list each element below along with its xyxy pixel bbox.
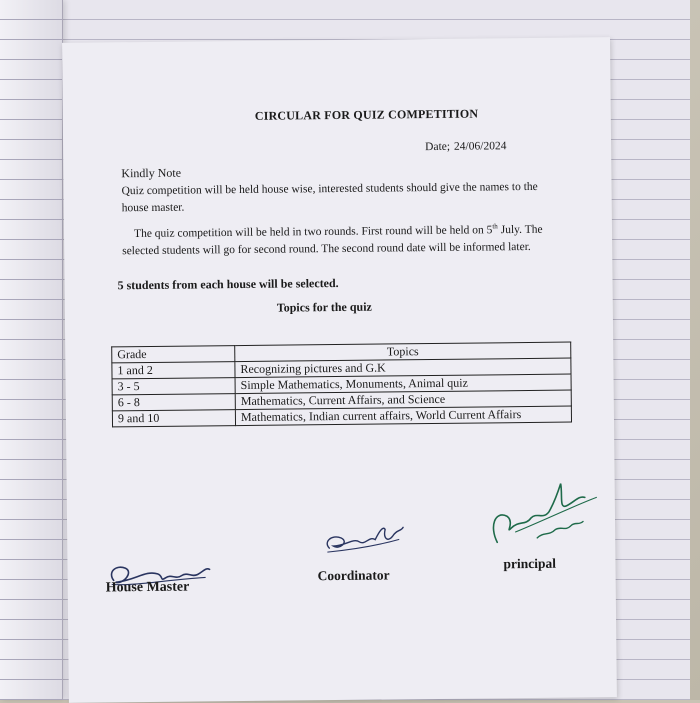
topics-table: [111, 342, 572, 428]
cell-topics: Simple Mathematics, Monuments, Animal quiz: [235, 374, 571, 394]
header-grade: Grade: [112, 346, 235, 363]
principal-signature: [485, 475, 606, 556]
date-label: Date;: [425, 140, 451, 154]
cell-grade: 3 - 5: [112, 378, 235, 395]
salutation: Kindly Note: [121, 165, 182, 181]
selection-note: 5 students from each house will be selected.: [117, 275, 339, 293]
table-row: [112, 406, 571, 427]
cell-grade: 9 and 10: [112, 410, 235, 427]
circular-title: CIRCULAR FOR QUIZ COMPETITION: [254, 106, 479, 123]
principal-label: principal: [503, 555, 557, 572]
topics-heading: Topics for the quiz: [276, 299, 372, 315]
cell-topics: Mathematics, Indian current affairs, World Current Affairs: [235, 406, 571, 426]
paragraph-rounds: [122, 218, 552, 260]
paragraph-house-wise: Quiz competition will be held house wise, interested students should give the names to the house master.: [121, 180, 538, 215]
coordinator-signature: [319, 515, 409, 556]
coordinator-label: Coordinator: [317, 567, 390, 584]
notebook-left-page-edge: [0, 0, 63, 700]
circular-paper: [62, 37, 617, 703]
cell-grade: 6 - 8: [112, 394, 235, 411]
paragraph-rounds-part1: The quiz competition will be held in two rounds. First round will be held on 5: [133, 224, 493, 240]
cell-grade: 1 and 2: [112, 362, 235, 379]
header-topics: Topics: [235, 342, 571, 362]
cell-topics: Mathematics, Current Affairs, and Science: [235, 390, 571, 410]
paragraph-rounds-part2: July. The selected students will go for second round. The second round date will be informed later.: [122, 223, 543, 258]
cell-topics: Recognizing pictures and G.K: [235, 358, 571, 378]
date-value: 24/06/2024: [453, 140, 507, 153]
house-master-label: House Master: [105, 579, 190, 596]
paragraph-rounds-sup: th: [492, 222, 498, 231]
circular-date: [425, 140, 506, 153]
